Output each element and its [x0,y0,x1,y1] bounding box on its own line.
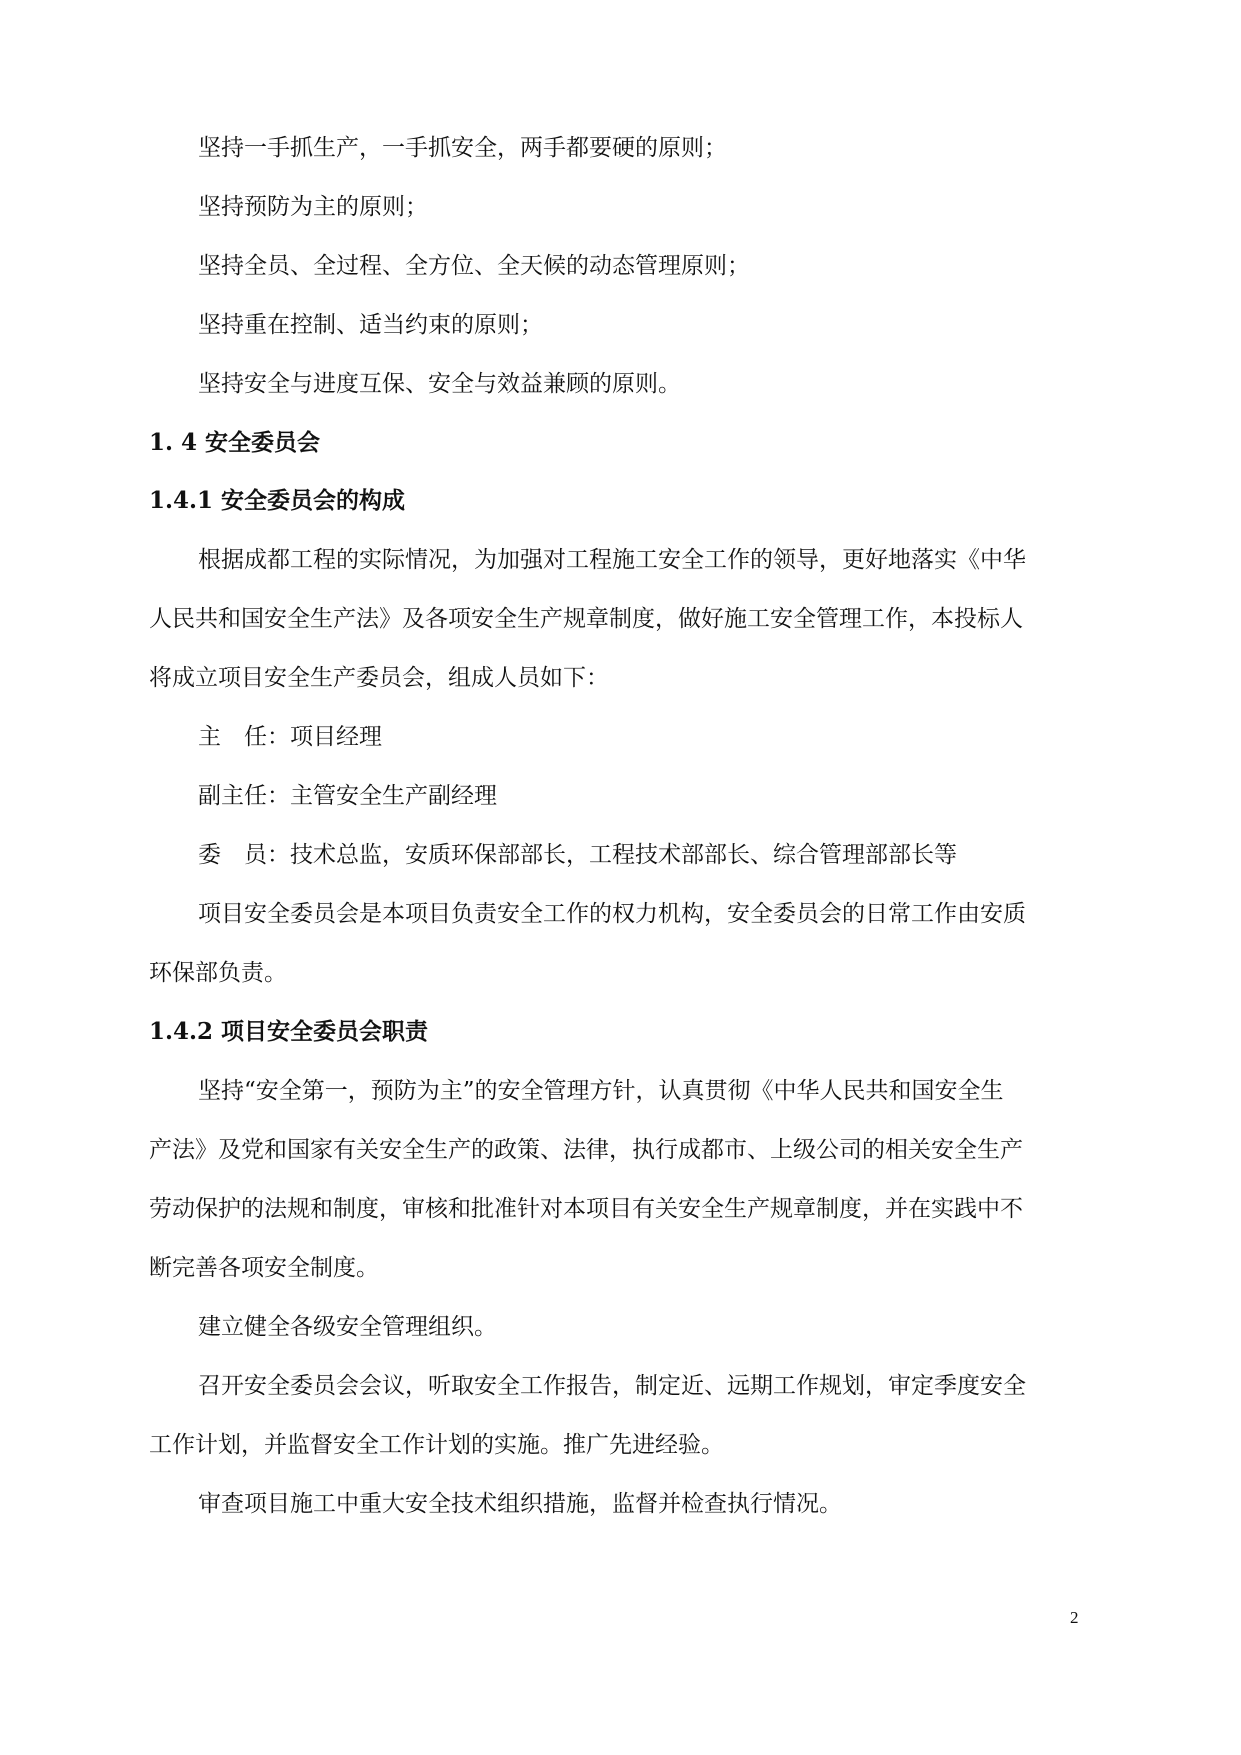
page-number: 2 [1070,1608,1079,1627]
paragraph-line: 将成立项目安全生产委员会，组成人员如下： [149,665,609,691]
principle-line: 坚持全员、全过程、全方位、全天候的动态管理原则； [198,253,750,279]
paragraph-line: 根据成都工程的实际情况，为加强对工程施工安全工作的领导，更好地落实《中华 [198,547,1026,573]
principle-line: 坚持一手抓生产，一手抓安全，两手都要硬的原则； [198,135,727,161]
paragraph-line: 劳动保护的法规和制度，审核和批准针对本项目有关安全生产规章制度，并在实践中不 [149,1196,1023,1222]
section-heading-1-4-1: 1.4.1 安全委员会的构成 [149,487,406,514]
paragraph-line: 建立健全各级安全管理组织。 [198,1314,497,1340]
paragraph-line: 断完善各项安全制度。 [149,1255,379,1281]
section-heading-1-4-2: 1.4.2 项目安全委员会职责 [149,1018,429,1045]
member-committee: 委 员：技术总监，安质环保部部长，工程技术部部长、综合管理部部长等 [198,842,957,868]
principle-line: 坚持安全与进度互保、安全与效益兼顾的原则。 [198,371,681,397]
paragraph-line: 坚持“安全第一，预防为主”的安全管理方针，认真贯彻《中华人民共和国安全生 [198,1078,1004,1104]
paragraph-line: 审查项目施工中重大安全技术组织措施，监督并检查执行情况。 [198,1491,842,1517]
member-vice-chair: 副主任：主管安全生产副经理 [198,783,497,809]
member-chair: 主 任：项目经理 [198,724,382,750]
paragraph-line: 人民共和国安全生产法》及各项安全生产规章制度，做好施工安全管理工作，本投标人 [149,606,1023,632]
paragraph-line: 环保部负责。 [149,960,287,986]
principle-line: 坚持重在控制、适当约束的原则； [198,312,543,338]
section-heading-1-4: 1. 4 安全委员会 [149,429,321,456]
paragraph-line: 产法》及党和国家有关安全生产的政策、法律，执行成都市、上级公司的相关安全生产 [149,1137,1023,1163]
principle-line: 坚持预防为主的原则； [198,194,428,220]
paragraph-line: 工作计划，并监督安全工作计划的实施。推广先进经验。 [149,1432,724,1458]
paragraph-line: 项目安全委员会是本项目负责安全工作的权力机构，安全委员会的日常工作由安质 [198,901,1026,927]
paragraph-line: 召开安全委员会会议，听取安全工作报告，制定近、远期工作规划，审定季度安全 [198,1373,1026,1399]
